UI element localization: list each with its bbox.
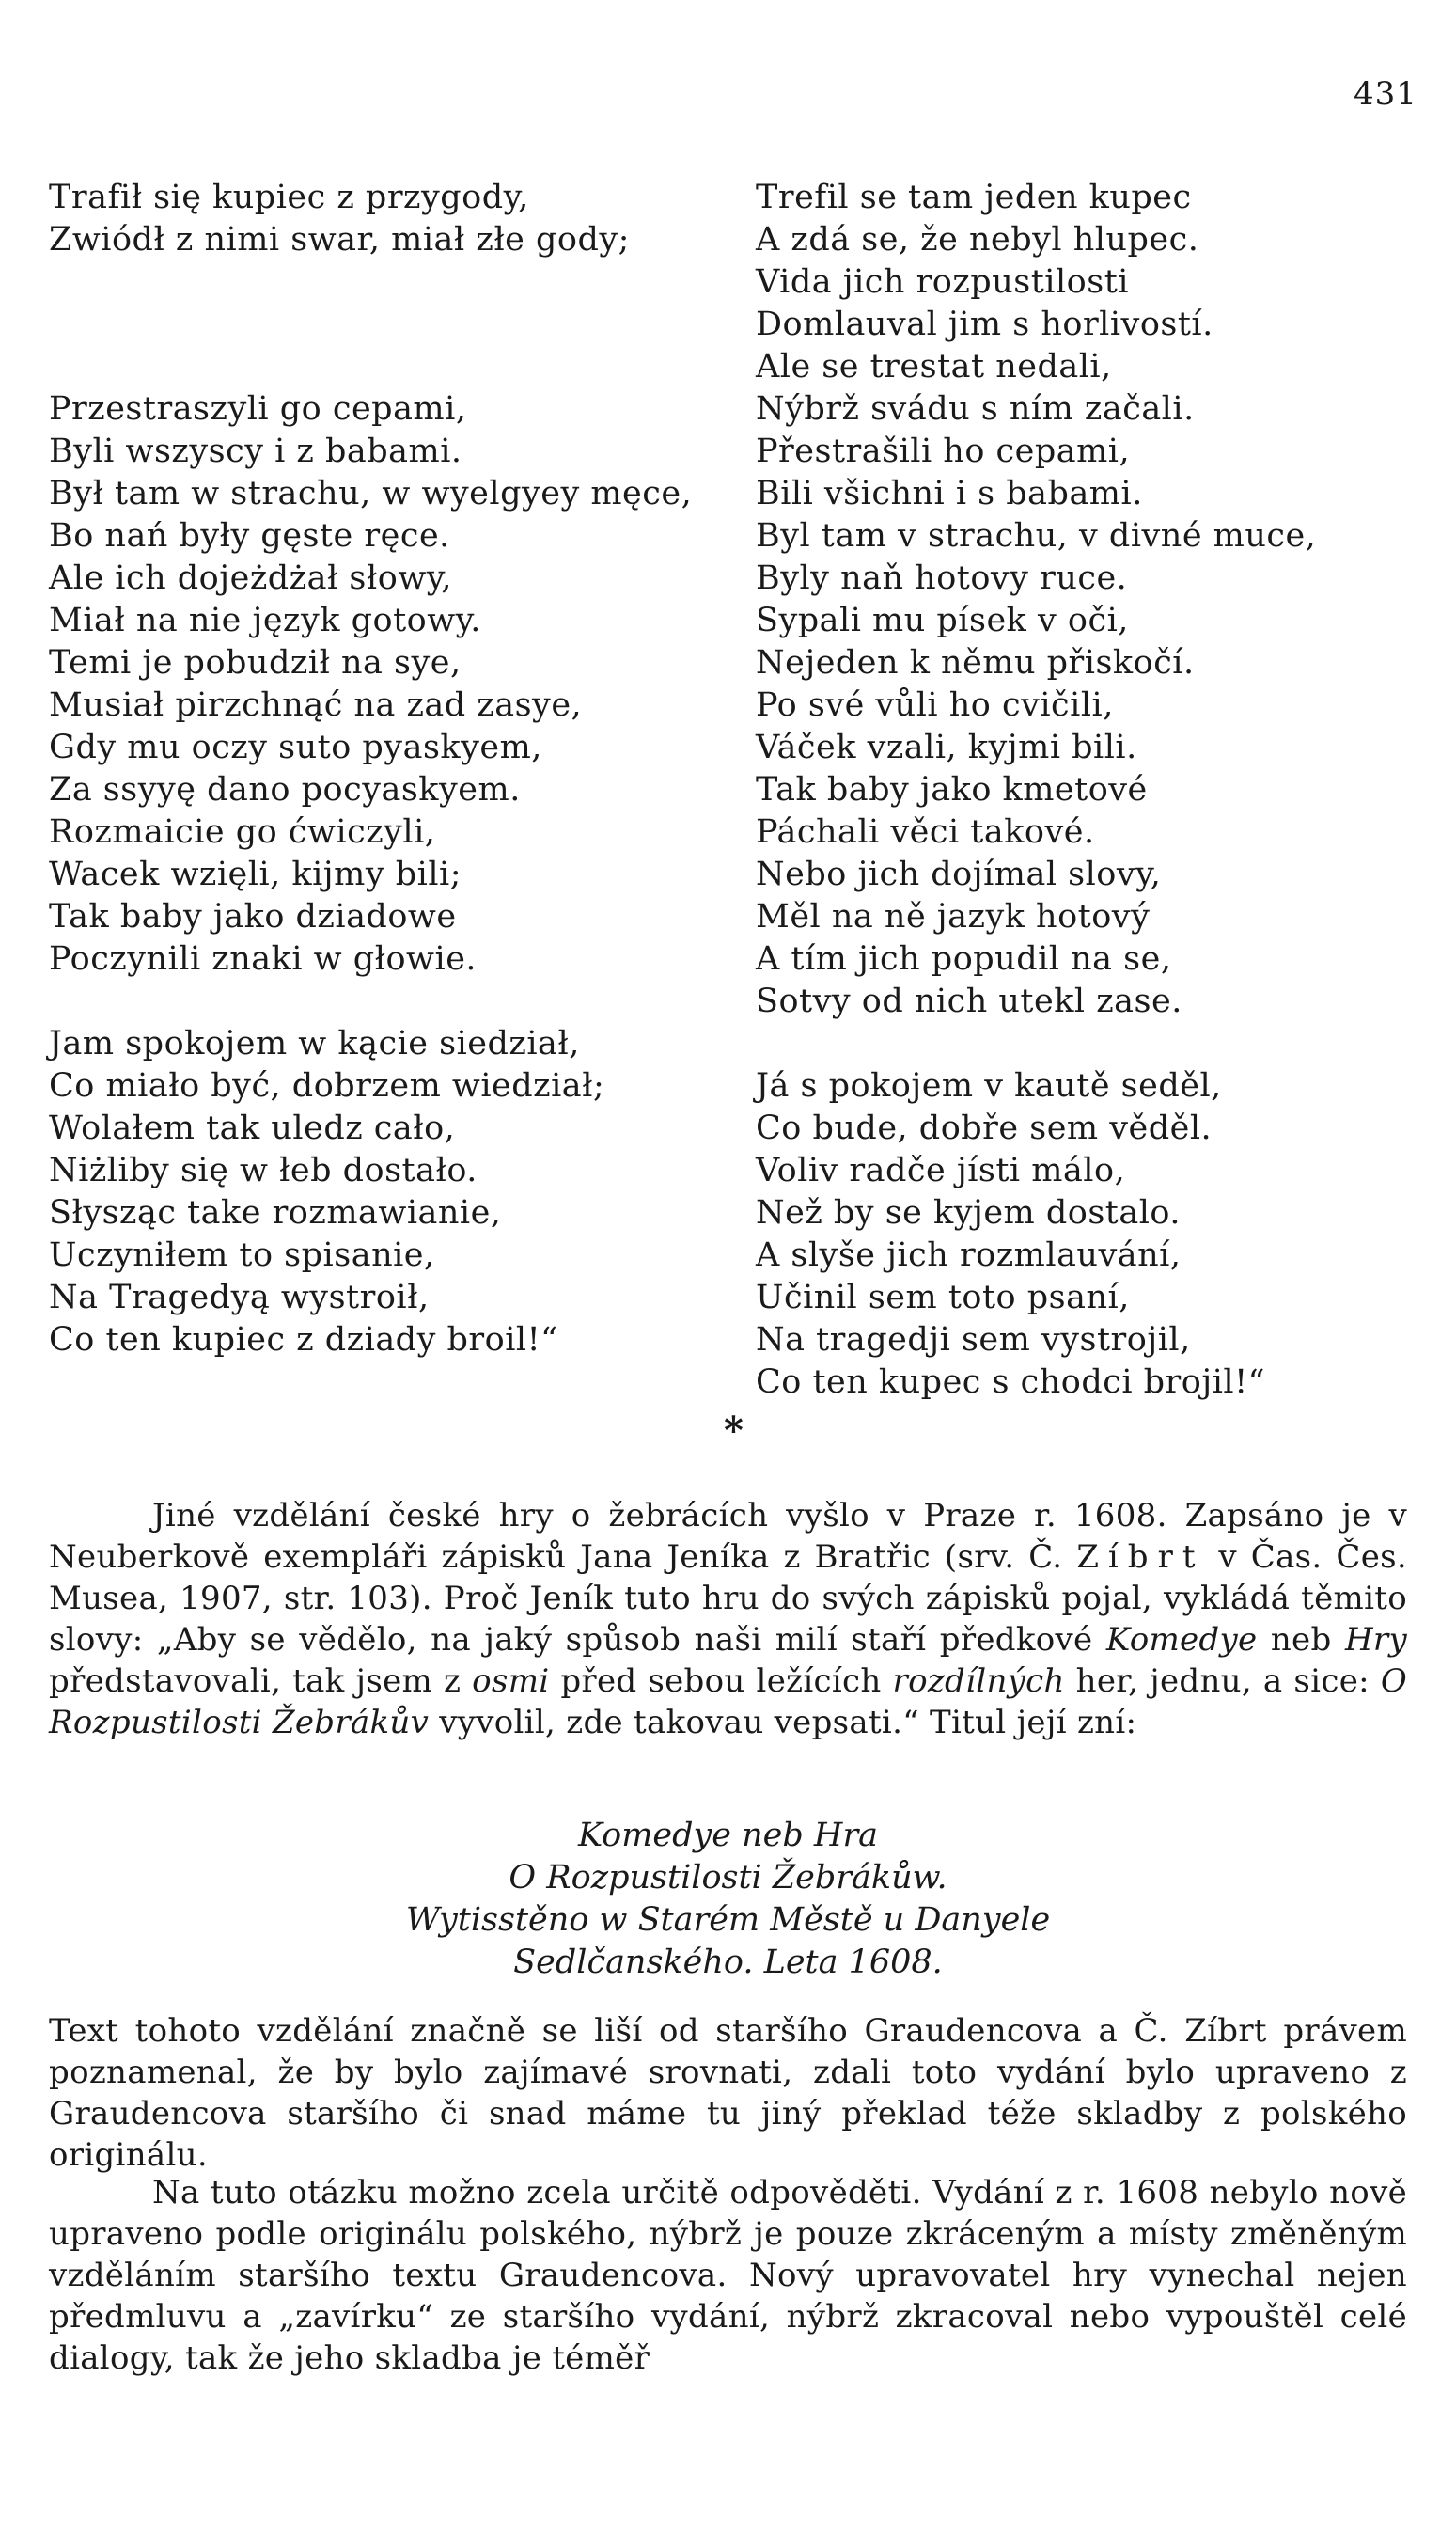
section-separator: * [724, 1409, 744, 1453]
czech-verse-column [756, 177, 1414, 1404]
polish-stanza-3 [49, 1023, 707, 1361]
verse-line: Než by se kyjem dostalo. [756, 1194, 1182, 1232]
verse-line: Uczyniłem to spisanie, [49, 1236, 435, 1274]
title-line: Komedye neb Hra [577, 1817, 879, 1854]
title-line: Sedlčanského. Leta 1608. [513, 1944, 943, 1981]
verse-line: Ale se trestat nedali, [756, 348, 1112, 386]
verse-line: Zwiódł z nimi swar, miał złe gody; [49, 221, 630, 259]
verse-line: Po své vůli ho cvičili, [756, 686, 1114, 724]
verse-line: Bili všichni i s babami. [756, 475, 1143, 512]
verse-line: Sypali mu písek v oči, [756, 602, 1129, 639]
italic-run: O Rozpustilosti Žebrákův [49, 1662, 1407, 1741]
title-line: Wytisstěno w Starém Městě u Danyele [405, 1901, 1051, 1939]
verse-line: Sotvy od nich utekl zase. [756, 983, 1182, 1020]
verse-line: Był tam w strachu, w wyelgyey męce, [49, 475, 693, 512]
verse-line: Váček vzali, kyjmi bili. [756, 729, 1137, 766]
verse-line: Co ten kupec s chodci brojil!“ [756, 1363, 1266, 1401]
verse-line: Wolałem tak uledz cało, [49, 1110, 456, 1147]
verse-line: Słysząc take rozmawianie, [49, 1194, 502, 1232]
verse-line: A zdá se, že nebyl hlupec. [756, 221, 1199, 259]
text-run: her, jednu, a sice: [1064, 1662, 1381, 1700]
verse-line: Musiał pirzchnąć na zad zasye, [49, 686, 583, 724]
verse-line: Páchali věci takové. [756, 813, 1095, 851]
verse-line: Przestraszyli go cepami, [49, 390, 467, 428]
verse-line: Měl na ně jazyk hotový [756, 898, 1151, 936]
polish-verse-column [49, 177, 707, 1361]
verse-line: Byly naň hotovy ruce. [756, 559, 1128, 597]
verse-line: Na tragedji sem vystrojil, [756, 1321, 1191, 1359]
verse-line: Rozmaicie go ćwiczyli, [49, 813, 436, 851]
paragraph-1 [49, 1495, 1407, 1743]
verse-line: Učinil sem toto psaní, [756, 1279, 1130, 1316]
verse-line: Ale ich dojeżdżał słowy, [49, 559, 453, 597]
verse-line: Wacek wzięli, kijmy bili; [49, 856, 462, 893]
italic-run: Komedye [1105, 1621, 1258, 1659]
verse-line: Jam spokojem w kącie siedział, [49, 1025, 580, 1062]
verse-line: Voliv radče jísti málo, [756, 1152, 1126, 1189]
verse-line: Co ten kupiec z dziady broil!“ [49, 1321, 558, 1359]
text-run: Jiné vzdělání české hry o žebrácích vyšlo v Praze r. 1608. Zapsáno je v Neuberkově exempláři zápisků Jana Jeníka z Bratřic (srv. Č. [49, 1497, 1407, 1576]
verse-line: Miał na nie język gotowy. [49, 602, 481, 639]
verse-line: Nebo jich dojímal slovy, [756, 856, 1162, 893]
verse-line: Trefil se tam jeden kupec [756, 179, 1192, 216]
verse-line: Temi je pobudził na sye, [49, 644, 462, 682]
verse-line: Za ssyyę dano pocyaskyem. [49, 771, 521, 809]
italic-run: rozdílných [892, 1662, 1065, 1700]
verse-line: Trafił się kupiec z przygody, [49, 179, 529, 216]
parallel-verse [49, 177, 1407, 1401]
verse-line: A slyše jich rozmlauvání, [756, 1236, 1182, 1274]
verse-line: Byl tam v strachu, v divné muce, [756, 517, 1317, 555]
text-run: představovali, tak jsem z [49, 1662, 473, 1700]
verse-line: Tak baby jako dziadowe [49, 898, 457, 936]
verse-line: Co bude, dobře sem věděl. [756, 1110, 1213, 1147]
italic-run: osmi [472, 1662, 550, 1700]
text-run: před sebou ležících [549, 1662, 893, 1700]
verse-line: Na Tragedyą wystroił, [49, 1279, 430, 1316]
text-run: vyvolil, zde takovau vepsati.“ Titul její zní: [429, 1704, 1137, 1741]
text-run: v Čas. Čes. Musea, 1907, str. 103). Proč Jeník tuto hru do svých zápisků pojal, vykládá těmito slovy: „Aby se vědělo, na jaký spůsob naši milí staří předkové [49, 1538, 1407, 1659]
author-name: Zíbrt [1076, 1538, 1205, 1576]
verse-line: A tím jich popudil na se, [756, 940, 1172, 978]
verse-line: Nejeden k němu přiskočí. [756, 644, 1195, 682]
polish-stanza-1 [49, 177, 707, 261]
verse-line: Gdy mu oczy suto pyaskyem, [49, 729, 542, 766]
verse-line: Přestrašili ho cepami, [756, 433, 1131, 470]
paragraph-2 [49, 2010, 1407, 2176]
czech-stanza-2 [756, 1065, 1414, 1404]
verse-line: Byli wszyscy i z babami. [49, 433, 462, 470]
verse-line: Já s pokojem v kautě seděl, [756, 1067, 1222, 1105]
verse-line: Poczynili znaki w głowie. [49, 940, 478, 978]
czech-stanza-1 [756, 177, 1414, 1023]
verse-line: Domlauval jim s horlivostí. [756, 306, 1213, 343]
title-line: O Rozpustilosti Žebrákůw. [509, 1859, 947, 1897]
verse-line: Vida jich rozpustilosti [756, 263, 1129, 301]
page-number: 431 [1354, 75, 1417, 113]
verse-line: Bo nań były gęste ręce. [49, 517, 450, 555]
polish-stanza-2 [49, 388, 707, 981]
verse-line: Nýbrž svádu s ním začali. [756, 390, 1195, 428]
verse-line: Niżliby się w łeb dostało. [49, 1152, 478, 1189]
paragraph-text: Na tuto otázku možno zcela určitě odpověděti. Vydání z r. 1608 nebylo nově upraveno podle originálu polského, nýbrž je pouze zkráceným a místy změněným vzděláním staršího textu Graudencova. Nový upravovatel hry vynechal nejen předmluvu a „zavírku“ ze staršího vydání, nýbrž zkracoval nebo vypouštěl celé dialogy, tak že jeho skladba je téměř [49, 2174, 1407, 2377]
verse-line: Co miało być, dobrzem wiedział; [49, 1067, 605, 1105]
text-run: neb [1257, 1621, 1345, 1659]
paragraph-3 [49, 2172, 1407, 2379]
paragraph-text: Text tohoto vzdělání značně se liší od staršího Graudencova a Č. Zíbrt právem poznamenal, že by bylo zajímavé srovnati, zdali toto vydání bylo upraveno z Graudencova staršího či snad máme tu jiný překlad téže skladby z polského originálu. [49, 2012, 1407, 2174]
italic-run: Hry [1344, 1621, 1407, 1659]
verse-line: Tak baby jako kmetové [756, 771, 1148, 809]
book-title-block [49, 1815, 1407, 1984]
